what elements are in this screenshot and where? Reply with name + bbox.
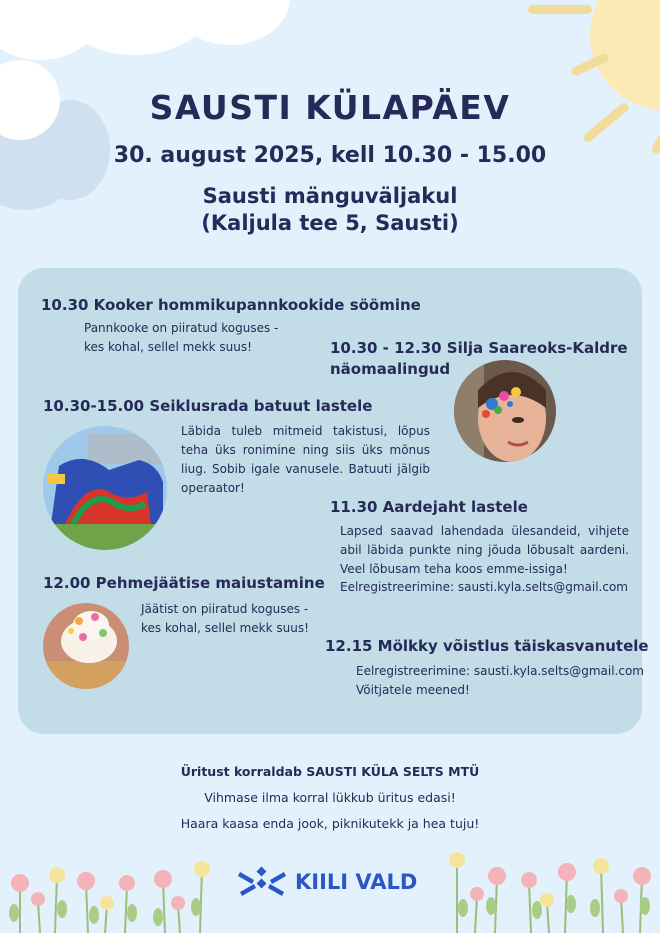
- page-title: SAUSTI KÜLAPÄEV: [149, 88, 511, 127]
- event-heading-line: 10.30 - 12.30 Silja Saareoks-Kaldre: [330, 339, 628, 357]
- event-registration-molkky: Eelregistreerimine: sausti.kyla.selts@gmail.com: [356, 664, 644, 678]
- event-text-obstacle: Läbida tuleb mitmeid takistusi, lõpus teha üks ronimine ning siis üks mõnus liug. Sobib igale vanusele. Batuuti jälgib operaator!: [181, 424, 430, 495]
- event-text-line: kes kohal, sellel mekk suus!: [84, 340, 252, 354]
- location-address: (Kaljula tee 5, Sausti): [201, 211, 459, 235]
- event-note-molkky: Võitjatele meened!: [356, 683, 470, 697]
- kiili-vald-logo: [238, 866, 438, 898]
- event-location: [0, 183, 660, 237]
- event-date-time: 30. august 2025, kell 10.30 - 15.00: [113, 143, 547, 168]
- bouncy-castle-photo: [43, 426, 167, 550]
- location-name: Sausti mänguväljakul: [202, 184, 458, 208]
- kiili-vald-logo-text: KIILI VALD: [295, 870, 418, 894]
- event-text-line: Pannkooke on piiratud koguses -: [84, 321, 279, 335]
- event-heading-line: näomaalingud: [330, 360, 451, 378]
- weather-note: Vihmase ilma korral lükkub üritus edasi!: [204, 790, 456, 805]
- event-text-line: Jäätist on piiratud koguses -: [141, 602, 309, 616]
- organizer-line: Üritust korraldab SAUSTI KÜLA SELTS MTÜ: [180, 764, 480, 779]
- bring-note: Haara kaasa enda jook, piknikutekk ja hea tuju!: [180, 816, 480, 831]
- kiili-vald-logo-icon: [238, 866, 286, 898]
- ice-cream-photo: [43, 603, 129, 689]
- event-text-pancakes: [84, 319, 278, 357]
- event-text-treasure: Lapsed saavad lahendada ülesandeid, vihjete abil läbida punkte ning jõuda lõbusalt aardeni. Veel lõbusam teha koos emme-issiga!: [340, 524, 629, 576]
- event-text-icecream: [141, 600, 309, 638]
- event-heading-icecream: 12.00 Pehmejäätise maiustamine: [43, 574, 325, 592]
- event-text-line: kes kohal, sellel mekk suus!: [141, 621, 309, 635]
- event-heading-molkky: 12.15 Mölkky võistlus täiskasvanutele: [325, 637, 649, 655]
- event-heading-pancakes: 10.30 Kooker hommikupannkookide söömine: [41, 296, 421, 314]
- event-heading-obstacle: 10.30-15.00 Seiklusrada batuut lastele: [43, 397, 373, 415]
- face-paint-photo: [454, 360, 556, 462]
- event-heading-treasure: 11.30 Aardejaht lastele: [330, 498, 528, 516]
- event-registration-treasure: Eelregistreerimine: sausti.kyla.selts@gmail.com: [340, 580, 628, 594]
